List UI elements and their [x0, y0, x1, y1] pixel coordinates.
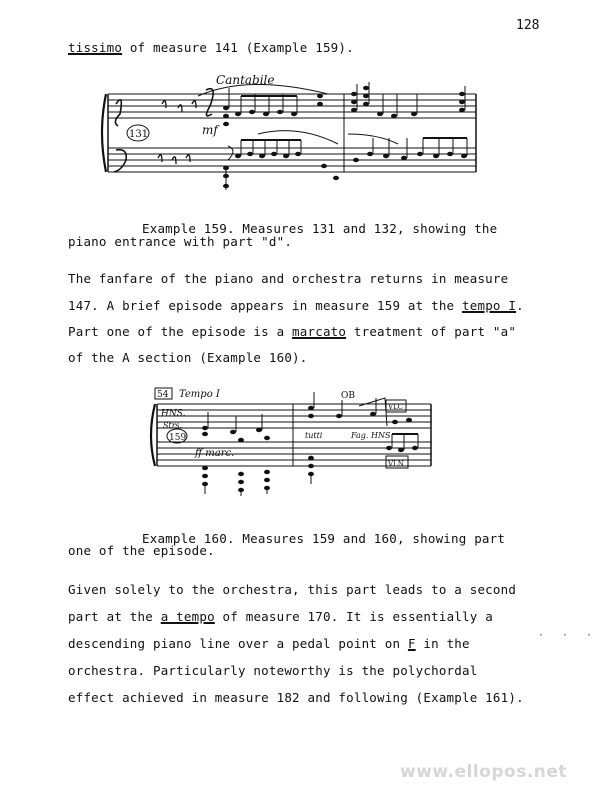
underlined-term: marcato [292, 324, 347, 339]
cello-label: VLC [388, 403, 404, 411]
paragraph-line [68, 298, 524, 313]
text-span: descending piano line over a pedal point on [68, 636, 408, 651]
paragraph-line [68, 324, 516, 339]
text-span: of measure 141 (Example 159). [122, 40, 354, 55]
underlined-term: tissimo [68, 40, 123, 55]
paragraph-line: of the A section (Example 160). [68, 350, 308, 365]
paragraph-line [68, 609, 493, 624]
paragraph-line: Given solely to the orchestra, this part leads to a second [68, 582, 517, 597]
underlined-term: F [407, 636, 416, 651]
example-159-caption-2: piano entrance with part "d". [68, 234, 293, 249]
underlined-term: tempo I [462, 298, 517, 313]
page-number: 128 [516, 18, 540, 33]
measure-number: 159 [169, 433, 187, 443]
bassoon-horns-label: Fag. HNS [351, 431, 391, 440]
tempo-marking: Cantabile [216, 74, 275, 87]
paragraph-line: orchestra. Particularly noteworthy is the polychordal [68, 663, 478, 678]
text-span: treatment of part "a" [346, 324, 517, 339]
paragraph-line: The fanfare of the piano and orchestra returns in measure [68, 271, 509, 286]
scan-speckles: · · · [538, 630, 599, 641]
example-159-caption-1: Example 159. Measures 131 and 132, showing the [142, 221, 498, 236]
paragraph-line [68, 636, 470, 651]
underlined-term: a tempo [160, 609, 215, 624]
text-span: Part one of the episode is a [68, 324, 293, 339]
text-span: in the [415, 636, 470, 651]
text-span: . [516, 298, 524, 313]
dynamic-marking: ff marc. [195, 448, 235, 459]
text-span: 147. A brief episode appears in measure 159 at the [68, 298, 463, 313]
paragraph-line: effect achieved in measure 182 and following (Example 161). [68, 690, 524, 705]
tempo-marking: Tempo I [179, 389, 220, 400]
dynamic-marking: mf [202, 123, 218, 137]
text-span: part at the [68, 609, 161, 624]
text-line [68, 40, 354, 55]
tutti-label: tutti [305, 431, 323, 440]
oboe-label: OB [341, 391, 355, 401]
violin-label: VLN [388, 460, 404, 468]
music-example-159 [98, 74, 480, 192]
example-160-caption-2: one of the episode. [68, 543, 215, 558]
measure-number: 131 [129, 129, 149, 140]
watermark: www.ellopos.net [400, 762, 568, 782]
strings-label: Strs. [163, 421, 183, 430]
text-span: of measure 170. It is essentially a [214, 609, 493, 624]
music-example-160 [145, 386, 435, 496]
horns-label: HNS. [161, 409, 186, 419]
example-160-caption-1: Example 160. Measures 159 and 160, showing part [142, 531, 506, 546]
rehearsal-number: 54 [157, 390, 169, 400]
